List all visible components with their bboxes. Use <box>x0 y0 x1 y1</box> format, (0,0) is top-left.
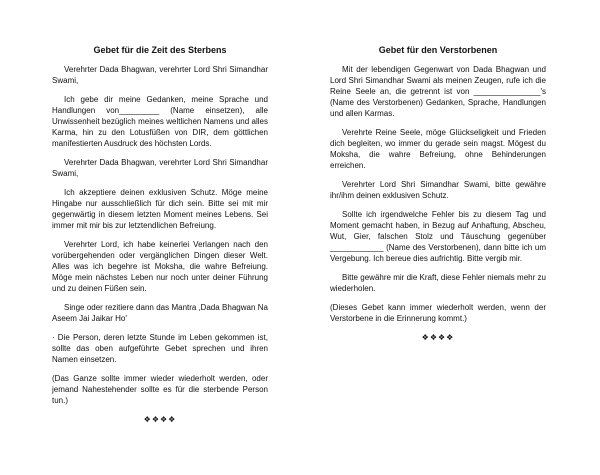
left-paragraph-5: Verehrter Lord, ich habe keinerlei Verlangen nach den vorübergehenden oder vergänglichen Dingen dieser Welt. Alles was ich begehre ist Moksha, die wahre Befreiung. Möge mein nächstes Leben nur noch unter deiner Führung und zu deinen Füßen sein. <box>52 240 268 293</box>
right-paragraph-5: Bitte gewähre mir die Kraft, diese Fehler niemals mehr zu wiederholen. <box>330 273 546 293</box>
left-paragraph-6: Singe oder rezitiere dann das Mantra ‚Dada Bhagwan Na Aseem Jai Jaikar Ho' <box>52 303 268 323</box>
left-paragraph-8: (Das Ganze sollte immer wieder wiederholt werden, oder jemand Nahestehender sollte es für die sterbende Person tun.) <box>52 374 268 405</box>
left-page <box>52 44 268 425</box>
right-paragraph-4: Sollte ich irgendwelche Fehler bis zu diesem Tag und Moment gemacht haben, in Bezug auf Anhaftung, Abscheu, Wut, Gier, falschen Stolz und Täuschung gegenüber ____________ (Name des Verstorbenen), dann bitte ich um Vergebung. Ich bereue dies aufrichtig. Bitte vergib mir. <box>330 210 546 263</box>
left-title: Gebet für die Zeit des Sterbens <box>93 45 227 55</box>
right-page <box>330 44 546 343</box>
right-title: Gebet für den Verstorbenen <box>378 45 498 55</box>
right-ornament-icon: ❖❖❖❖ <box>421 333 455 342</box>
left-paragraph-7: · Die Person, deren letzte Stunde im Leben gekommen ist, sollte das oben aufgeführte Gebet sprechen und ihren Namen einsetzen. <box>52 333 268 364</box>
right-paragraph-3: Verehrter Lord Shri Simandhar Swami, bitte gewähre ihr/ihm deinen exklusiven Schutz. <box>330 180 546 200</box>
right-paragraph-1: Mit der lebendigen Gegenwart von Dada Bhagwan und Lord Shri Simandhar Swami als meinen Zeugen, rufe ich die Reine Seele an, die getrennt ist von _______________'s (Name des Verstorbenen) Gedanken, Sprache, Handlungen und allen Karmas. <box>330 65 546 118</box>
right-paragraph-6: (Dieses Gebet kann immer wiederholt werden, wenn der Verstorbene in die Erinnerung kommt.) <box>330 303 546 323</box>
left-paragraph-2: Ich gebe dir meine Gedanken, meine Sprache und Handlungen von_________ (Name einsetzen), alle Unwissenheit bezüglich meines weltlichen Namens und alles Karma, hin zu den Lotusfüßen von DIR, dem göttlichen manifestierten Ausdruck des höchsten Lords. <box>52 95 268 148</box>
left-ornament-icon: ❖❖❖❖ <box>143 415 177 424</box>
left-paragraph-1: Verehrter Dada Bhagwan, verehrter Lord Shri Simandhar Swami, <box>52 65 268 85</box>
left-paragraph-3: Verehrter Dada Bhagwan, verehrter Lord Shri Simandhar Swami, <box>52 158 268 178</box>
left-paragraph-4: Ich akzeptiere deinen exklusiven Schutz. Möge meine Hingabe nur ausschließlich für dich sein. Bitte sei mit mir gegenwärtig in diesem letzten Moment meines Lebens. Sei immer mit mir bis zur letztendlichen Befreiung. <box>52 188 268 230</box>
right-paragraph-2: Verehrte Reine Seele, möge Glückseligkeit und Frieden dich begleiten, wo immer du gerade sein magst. Mögest du Moksha, die wahre Befreiung, ohne Behinderungen erreichen. <box>330 128 546 170</box>
